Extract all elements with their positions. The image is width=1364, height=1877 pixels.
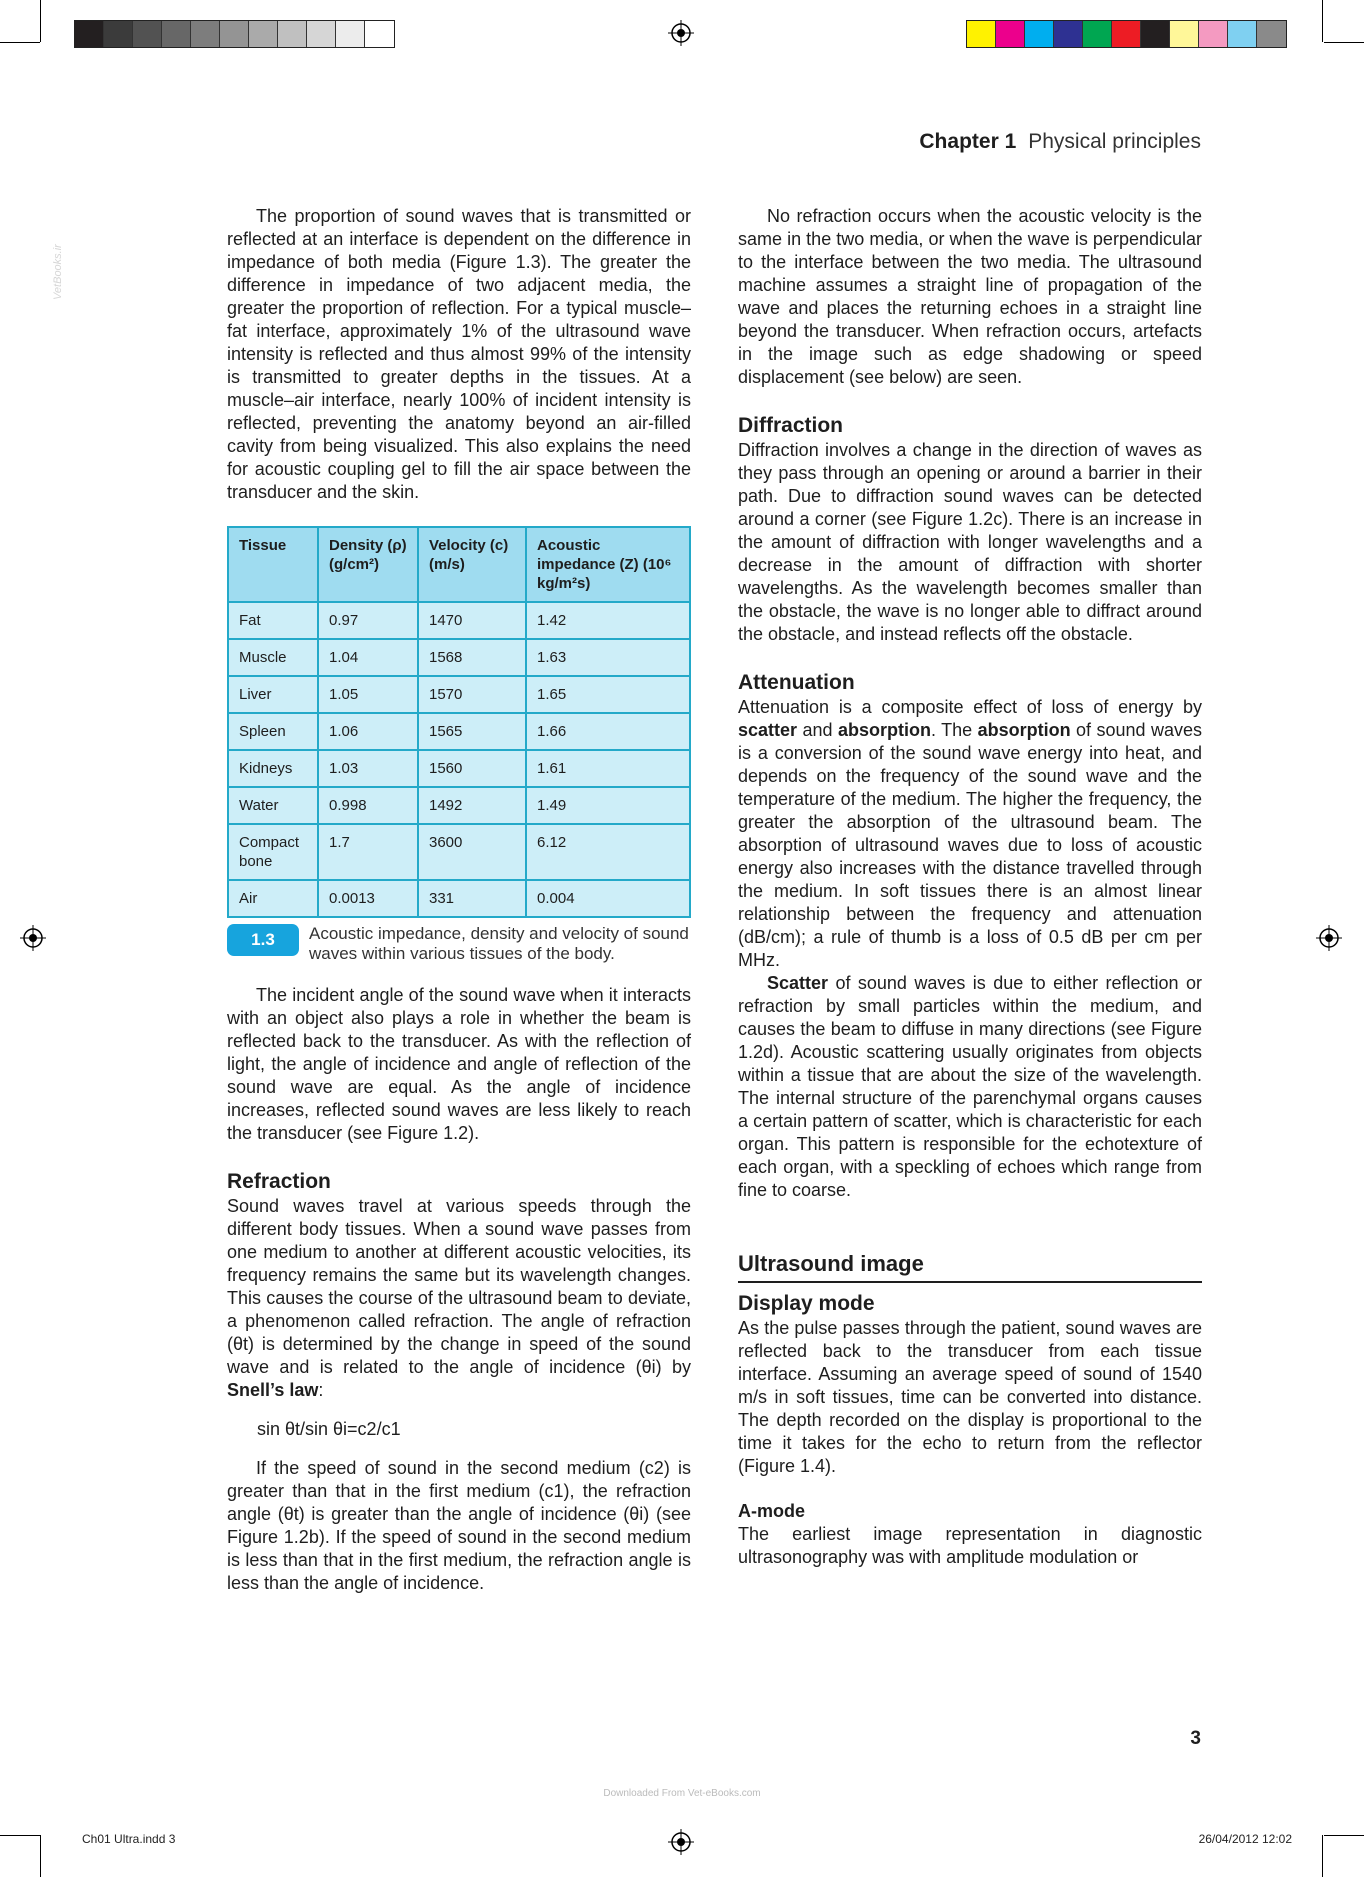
table-row [228,676,690,713]
registration-mark-icon [668,20,694,46]
table-cell: 1.63 [526,639,690,676]
color-swatch [162,21,191,47]
paragraph: As the pulse passes through the patient, sound waves are reflected back to the transducer from each tissue interface. Assuming an average speed of sound of 1540 m/s in soft tissues, time can be converted into distance. The depth recorded on the display is proportional to the time it takes for the echo to return from the reflector (Figure 1.4). [738,1318,1202,1476]
table-row [228,880,690,917]
paragraph: If the speed of sound in the second medium (c2) is greater than that in the first medium (c1), the refraction angle (θt) is greater than the angle of incidence (θi) (see Figure 1.2b). If the speed of sound in the second medium is less than that in the first medium, the refraction angle is less than the angle of incidence. [227,1458,691,1593]
table-cell: Water [228,787,318,824]
crop-mark [1324,1835,1364,1836]
table-cell: Spleen [228,713,318,750]
paragraph [227,1195,691,1402]
grayscale-bar [74,20,395,48]
table-cell: 1.06 [318,713,418,750]
paragraph [738,696,1202,972]
page-number: 3 [1190,1728,1201,1749]
table-cell: 3600 [418,824,526,880]
color-swatch [278,21,307,47]
table-cell: 1.42 [526,602,690,639]
color-swatch [1228,21,1257,47]
table-cell: 1.66 [526,713,690,750]
table-header-cell: Velocity (c) (m/s) [418,527,526,602]
table-row [228,639,690,676]
figure-number-badge: 1.3 [227,924,299,956]
table-cell: Kidneys [228,750,318,787]
left-column [227,205,691,1595]
text-span: and [797,720,838,740]
text-span: of sound waves is due to either reflection or refraction by small particles within the medium, and causes the beam to diffuse in many directions (see Figure 1.2d). Acoustic scattering usually originates from objects within a tissue that are about the size of the wavelength. The internal structure of the parenchymal organs causes a certain pattern of scatter, which is characteristic for each organ. This pattern is responsible for the echotexture of each organ, with a speckling of echoes which range from fine to coarse. [738,973,1202,1200]
table-cell: 0.998 [318,787,418,824]
table-cell: 1492 [418,787,526,824]
table-cell: 1560 [418,750,526,787]
color-swatch [365,21,394,47]
table-cell: 0.004 [526,880,690,917]
color-swatch [220,21,249,47]
crop-mark [0,42,40,43]
color-swatch [133,21,162,47]
tissue-table [227,526,691,918]
color-swatch [996,21,1025,47]
chapter-title: Physical principles [1028,130,1201,153]
table-cell: 1.7 [318,824,418,880]
table-cell: Liver [228,676,318,713]
table-cell: 1.03 [318,750,418,787]
crop-mark [0,1835,40,1836]
table-cell: 6.12 [526,824,690,880]
table-cell: 1.61 [526,750,690,787]
crop-mark [1322,0,1323,42]
heading-refraction: Refraction [227,1170,331,1193]
color-swatch [967,21,996,47]
table-row [228,824,690,880]
table-cell: 0.97 [318,602,418,639]
color-swatch [75,21,104,47]
download-note: Downloaded From Vet-eBooks.com [603,1788,761,1799]
heading-diffraction: Diffraction [738,414,843,437]
paragraph [738,972,1202,1202]
bold-term: absorption [977,720,1071,740]
text-span: . The [930,720,978,740]
file-slug: Ch01 Ultra.indd 3 [82,1832,176,1846]
bold-term: absorption [837,720,931,740]
table-row [228,713,690,750]
color-swatch [1170,21,1199,47]
table-cell: 1.65 [526,676,690,713]
table-header-cell: Acoustic impedance (Z) (10⁶ kg/m²s) [526,527,690,602]
crop-mark [1322,1835,1323,1877]
table-cell: Air [228,880,318,917]
color-swatch [1257,21,1286,47]
color-swatch [191,21,220,47]
bold-term: Snell’s law [227,1380,319,1400]
color-swatch [336,21,365,47]
table-cell: 1.49 [526,787,690,824]
color-swatch [1112,21,1141,47]
formula: sin θt/sin θi=c2/c1 [257,1419,401,1439]
crop-mark [40,1835,41,1877]
paragraph: Diffraction involves a change in the direction of waves as they pass through an opening or around a barrier in their path. Due to diffraction sound waves can be detected around a corner (see Figure 1.2c). There is an increase in the amount of diffraction with longer wavelengths and a decrease in the amount of diffraction with shorter wavelengths. As the wavelength becomes smaller than the obstacle, the wave is no longer able to diffract around the obstacle, and instead reflects off the obstacle. [738,440,1202,644]
heading-display-mode: Display mode [738,1292,875,1315]
right-column [738,205,1202,1569]
table-cell: 0.0013 [318,880,418,917]
color-swatch [1141,21,1170,47]
registration-mark-icon [1316,925,1342,951]
text-span: Attenuation is a composite effect of loss of energy by [738,697,1202,717]
registration-mark-icon [20,925,46,951]
text-span: Sound waves travel at various speeds through the different body tissues. When a sound wave passes from one medium to another at different acoustic velocities, its frequency remains the same but its wavelength changes. This causes the course of the ultrasound beam to deviate, a phenomenon called refraction. The angle of refraction (θt) is determined by the change in speed of the sound wave and is related to the angle of incidence (θi) by [227,1196,691,1377]
table-cell: 1.05 [318,676,418,713]
table-cell: 1.04 [318,639,418,676]
table-row [228,750,690,787]
table-cell: Muscle [228,639,318,676]
crop-mark [40,0,41,42]
heading-a-mode: A-mode [738,1501,805,1521]
table-row [228,602,690,639]
table-cell: Compact bone [228,824,318,880]
running-header [919,130,1201,154]
table-header-row [228,527,690,602]
crop-mark [1324,42,1364,43]
table-cell: 1565 [418,713,526,750]
paragraph: The earliest image representation in diagnostic ultrasonography was with amplitude modulation or [738,1524,1202,1567]
color-swatch [1025,21,1054,47]
figure-caption [227,924,691,964]
table-row [228,787,690,824]
bold-term: scatter [738,720,798,740]
section-heading: Ultrasound image [738,1250,1202,1283]
color-swatch [249,21,278,47]
registration-mark-icon [668,1829,694,1855]
color-swatch [104,21,133,47]
table-header-cell: Density (ρ) (g/cm²) [318,527,418,602]
caption-text: Acoustic impedance, density and velocity of sound waves within various tissues of the body. [309,924,689,963]
table-cell: 1470 [418,602,526,639]
paragraph: No refraction occurs when the acoustic velocity is the same in the two media, or when the wave is perpendicular to the interface between the two media. The ultrasound machine assumes a straight line of propagation of the wave and places the returning echoes in a straight line beyond the transducer. When refraction occurs, artefacts in the image such as edge shadowing or speed displacement (see below) are seen. [738,206,1202,387]
chapter-label: Chapter 1 [919,130,1017,153]
color-swatch [1199,21,1228,47]
text-span: : [318,1380,324,1400]
color-swatch [1054,21,1083,47]
table-header-cell: Tissue [228,527,318,602]
paragraph: The incident angle of the sound wave when it interacts with an object also plays a role in whether the beam is reflected back to the transducer. As with the reflection of light, the angle of incidence and angle of reflection of the sound wave are equal. As the angle of incidence increases, reflected sound waves are less likely to reach the transducer (see Figure 1.2). [227,985,691,1143]
watermark: VetBooks.ir [52,244,64,300]
text-span: of sound waves is a conversion of the sound wave energy into heat, and depends on the frequency of the sound wave and the temperature of the medium. The higher the frequency, the greater the absorption of the ultrasound beam. The absorption of ultrasound waves due to loss of acoustic energy also increases with the distance travelled through the medium. In soft tissues there is an almost linear relationship between the frequency and attenuation (dB/cm); a rule of thumb is a loss of 0.5 dB per cm per MHz. [738,720,1202,970]
table-cell: 1570 [418,676,526,713]
paragraph: The proportion of sound waves that is transmitted or reflected at an interface is dependent on the difference in impedance of both media (Figure 1.3). The greater the difference in impedance of two adjacent media, the greater the proportion of reflection. For a typical muscle–fat interface, approximately 1% of the ultrasound wave intensity is reflected and thus almost 99% of the intensity is transmitted to greater depths in the tissues. At a muscle–air interface, nearly 100% of incident intensity is reflected, preventing the anatomy beyond an air-filled cavity from being visualized. This also explains the need for acoustic coupling gel to fill the air space between the transducer and the skin. [227,206,691,502]
date-slug: 26/04/2012 12:02 [1198,1832,1292,1846]
color-bar [966,20,1287,48]
color-swatch [307,21,336,47]
bold-term: Scatter [767,973,829,993]
heading-attenuation: Attenuation [738,671,855,694]
table-cell: Fat [228,602,318,639]
table-cell: 1568 [418,639,526,676]
table-cell: 331 [418,880,526,917]
color-swatch [1083,21,1112,47]
